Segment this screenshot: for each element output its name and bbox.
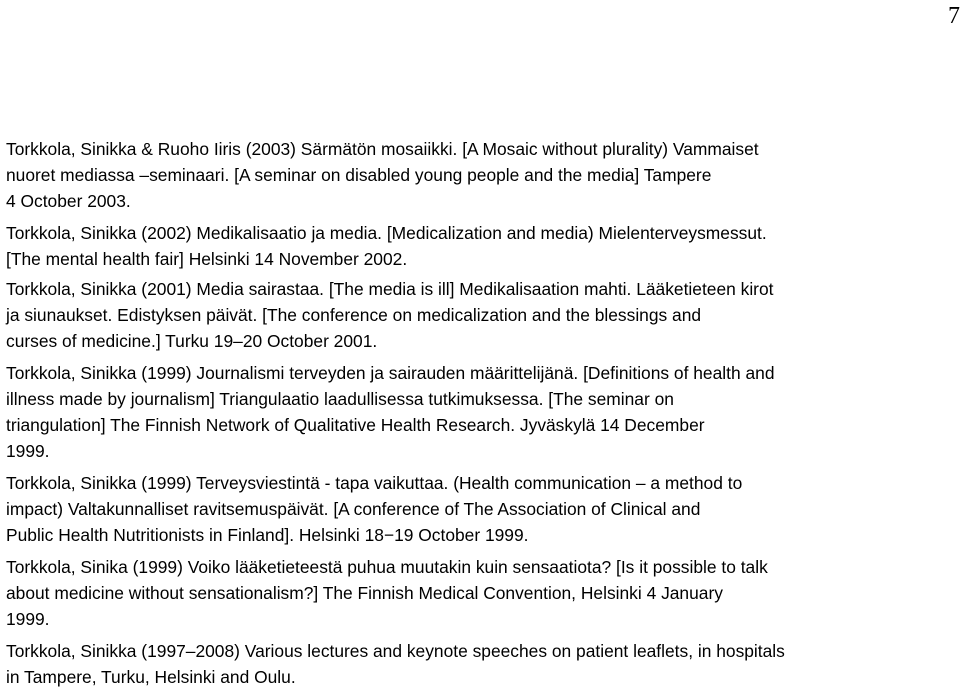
reference-line: ja siunaukset. Edistyksen päivät. [The conference on medicalization and the blessings and: [6, 305, 702, 325]
reference-line: about medicine without sensationalism?] The Finnish Medical Convention, Helsinki 4 January: [6, 583, 723, 603]
reference-item: [6, 470, 950, 548]
reference-line: 1999.: [6, 609, 50, 629]
reference-line: Torkkola, Sinikka (1999) Terveysviestintä - tapa vaikuttaa. (Health communication – a method to: [6, 473, 743, 493]
reference-line: impact) Valtakunnalliset ravitsemuspäivät. [A conference of The Association of Clinical and: [6, 499, 701, 519]
page-number: 7: [948, 3, 960, 29]
reference-item: [6, 638, 950, 690]
reference-item: [6, 136, 950, 214]
reference-line: curses of medicine.] Turku 19–20 October 2001.: [6, 331, 378, 351]
reference-line: Public Health Nutritionists in Finland]. Helsinki 18−19 October 1999.: [6, 525, 529, 545]
reference-item: [6, 276, 950, 354]
reference-line: in Tampere, Turku, Helsinki and Oulu.: [6, 667, 296, 687]
reference-item: [6, 554, 950, 632]
reference-list: [6, 136, 950, 690]
reference-line: Torkkola, Sinikka (1997–2008) Various lectures and keynote speeches on patient leaflets, in hospitals: [6, 641, 785, 661]
reference-line: Torkkola, Sinikka (2001) Media sairastaa. [The media is ill] Medikalisaation mahti. Lääketieteen kirot: [6, 279, 774, 299]
reference-item: [6, 220, 950, 272]
reference-item: [6, 360, 950, 464]
reference-line: 1999.: [6, 441, 50, 461]
reference-line: nuoret mediassa –seminaari. [A seminar on disabled young people and the media] Tampere: [6, 165, 712, 185]
reference-line: triangulation] The Finnish Network of Qualitative Health Research. Jyväskylä 14 December: [6, 415, 705, 435]
reference-line: [The mental health fair] Helsinki 14 November 2002.: [6, 249, 408, 269]
reference-line: illness made by journalism] Triangulaatio laadullisessa tutkimuksessa. [The seminar on: [6, 389, 674, 409]
reference-line: 4 October 2003.: [6, 191, 131, 211]
reference-line: Torkkola, Sinikka & Ruoho Iiris (2003) Särmätön mosaiikki. [A Mosaic without plurality) Vammaiset: [6, 139, 759, 159]
reference-line: Torkkola, Sinikka (1999) Journalismi terveyden ja sairauden määrittelijänä. [Definitions of health and: [6, 363, 775, 383]
reference-line: Torkkola, Sinikka (2002) Medikalisaatio ja media. [Medicalization and media) Mielenterveysmessut.: [6, 223, 767, 243]
reference-line: Torkkola, Sinika (1999) Voiko lääketieteestä puhua muutakin kuin sensaatiota? [Is it possible to talk: [6, 557, 768, 577]
